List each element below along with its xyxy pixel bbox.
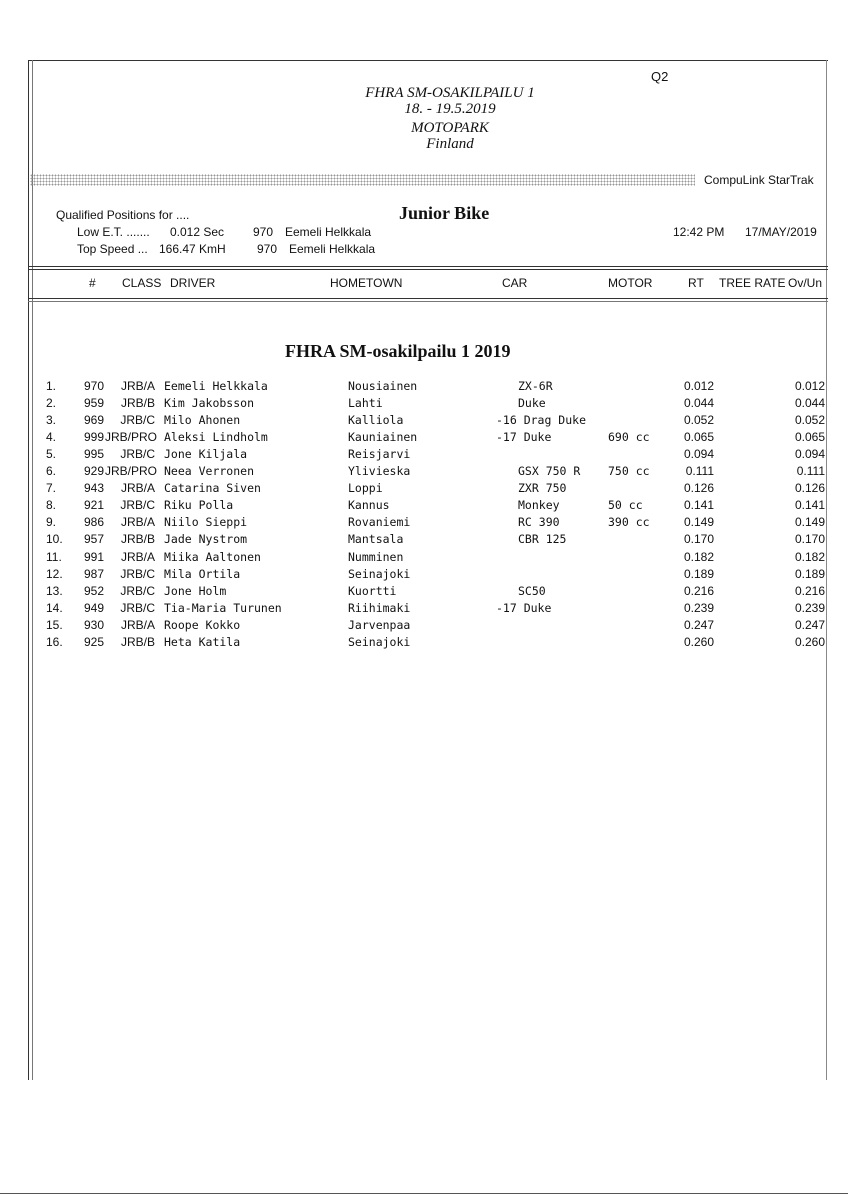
cell-class: JRB/A	[120, 481, 155, 496]
cell-ovun: 0.012	[794, 379, 825, 393]
low-et-label: Low E.T. .......	[77, 225, 150, 239]
cell-hometown: Nousiainen	[348, 379, 418, 393]
col-num: #	[89, 276, 96, 290]
table-row	[0, 498, 848, 515]
col-car: CAR	[502, 276, 528, 290]
cell-ovun: 0.239	[794, 600, 825, 615]
cell-hometown: Kalliola	[348, 413, 404, 428]
cell-number: 969	[83, 413, 104, 428]
cell-rt: 0.094	[683, 447, 714, 462]
cell-hometown: Loppi	[348, 481, 383, 496]
cell-class: JRB/C	[120, 566, 155, 581]
low-et-value: 0.012 Sec	[170, 225, 225, 239]
cell-number: 959	[83, 396, 104, 411]
cell-car: Monkey	[518, 498, 560, 513]
event-venue: MOTOPARK	[411, 120, 489, 136]
event-dates: 18. - 19.5.2019	[404, 101, 496, 117]
cell-number: 925	[83, 634, 104, 649]
qualified-label: Qualified Positions for ....	[56, 208, 190, 222]
cell-ovun: 0.126	[794, 481, 825, 496]
cell-car: -17 Duke	[496, 600, 552, 615]
table-row	[0, 618, 848, 635]
cell-position: 12.	[46, 566, 63, 581]
cell-ovun: 0.182	[794, 549, 825, 564]
cell-ovun: 0.149	[794, 515, 825, 530]
cell-number: 930	[83, 617, 104, 632]
top-border	[28, 60, 828, 61]
col-ovun: Ov/Un	[788, 276, 823, 290]
table-row	[0, 413, 848, 430]
section-title: FHRA SM-osakilpailu 1 2019	[285, 341, 511, 361]
low-et-num: 970	[253, 225, 274, 239]
top-speed-driver: Eemeli Helkkala	[289, 242, 376, 256]
cell-ovun: 0.247	[794, 617, 825, 632]
cell-rt: 0.239	[683, 600, 714, 615]
cell-driver: Mila Ortila	[164, 566, 241, 581]
class-name-title: Junior Bike	[399, 203, 490, 223]
cell-car: GSX 750 R	[518, 464, 581, 479]
cell-ovun: 0.094	[794, 447, 825, 462]
table-row	[0, 379, 848, 396]
cell-number: 999	[83, 430, 104, 445]
cell-driver: Kim Jakobsson	[164, 396, 255, 411]
cell-class: JRB/A	[120, 549, 155, 564]
table-row	[0, 447, 848, 464]
top-speed-label: Top Speed ...	[77, 242, 148, 256]
cell-hometown: Ylivieska	[348, 464, 411, 479]
software-label: CompuLink StarTrak	[704, 173, 814, 187]
cell-car: -16 Drag Duke	[496, 413, 587, 428]
cell-hometown: Rovaniemi	[348, 515, 411, 530]
cell-number: 952	[83, 583, 104, 598]
cell-rt: 0.182	[683, 549, 714, 564]
cell-driver: Roope Kokko	[164, 617, 241, 632]
col-rt: RT	[688, 276, 704, 290]
cell-rt: 0.126	[683, 481, 714, 496]
cell-ovun: 0.141	[794, 498, 825, 513]
cell-class: JRB/C	[120, 498, 155, 513]
table-row	[0, 396, 848, 413]
cell-ovun: 0.216	[794, 583, 825, 598]
cell-class: JRB/C	[120, 600, 155, 615]
cell-rt: 0.065	[683, 430, 714, 445]
dotted-separator	[30, 174, 695, 186]
cell-position: 16.	[46, 634, 63, 649]
cell-number: 943	[83, 481, 104, 496]
cell-class: JRB/A	[120, 617, 155, 632]
cell-class: JRB/PRO	[105, 464, 158, 479]
cell-class: JRB/C	[120, 447, 155, 462]
cell-driver: Jone Holm	[164, 583, 227, 598]
cell-hometown: Mantsala	[348, 532, 404, 547]
cell-driver: Tia-Maria Turunen	[164, 600, 282, 615]
cell-hometown: Kauniainen	[348, 430, 418, 445]
top-speed-value: 166.47 KmH	[159, 242, 226, 256]
cell-position: 15.	[46, 617, 63, 632]
col-motor: MOTOR	[608, 276, 653, 290]
columns-top-rule	[28, 266, 828, 267]
cell-position: 10.	[46, 532, 63, 547]
cell-ovun: 0.260	[794, 634, 825, 649]
cell-hometown: Kannus	[348, 498, 390, 513]
columns-bottom-rule-2	[28, 301, 828, 302]
low-et-driver: Eemeli Helkkala	[285, 225, 372, 239]
cell-number: 986	[83, 515, 104, 530]
table-row	[0, 584, 848, 601]
cell-hometown: Lahti	[348, 396, 383, 411]
cell-position: 5.	[46, 447, 57, 462]
cell-driver: Jade Nystrom	[164, 532, 248, 547]
columns-top-rule-2	[28, 269, 828, 270]
cell-motor: 390 cc	[608, 515, 650, 530]
cell-position: 2.	[46, 396, 57, 411]
cell-rt: 0.260	[683, 634, 714, 649]
cell-rt: 0.052	[683, 413, 714, 428]
table-row	[0, 464, 848, 481]
cell-position: 14.	[46, 600, 63, 615]
cell-class: JRB/B	[120, 532, 155, 547]
cell-position: 11.	[46, 549, 62, 564]
cell-rt: 0.111	[685, 464, 714, 479]
cell-hometown: Riihimaki	[348, 600, 411, 615]
cell-hometown: Reisjarvi	[348, 447, 411, 462]
cell-driver: Aleksi Lindholm	[164, 430, 268, 445]
cell-number: 957	[83, 532, 104, 547]
cell-driver: Riku Polla	[164, 498, 234, 513]
cell-class: JRB/C	[120, 413, 155, 428]
bottom-rule	[0, 1193, 848, 1194]
cell-motor: 50 cc	[608, 498, 643, 513]
cell-class: JRB/A	[120, 515, 155, 530]
table-row	[0, 550, 848, 567]
cell-ovun: 0.065	[794, 430, 825, 445]
cell-class: JRB/C	[120, 583, 155, 598]
cell-number: 929	[83, 464, 104, 479]
cell-driver: Catarina Siven	[164, 481, 261, 496]
cell-hometown: Seinajoki	[348, 566, 411, 581]
cell-car: RC 390	[518, 515, 560, 530]
cell-driver: Eemeli Helkkala	[164, 379, 268, 393]
cell-class: JRB/B	[120, 396, 155, 411]
cell-car: SC50	[518, 583, 546, 598]
columns-bottom-rule	[28, 298, 828, 299]
report-time: 12:42 PM	[673, 225, 725, 239]
cell-number: 949	[83, 600, 104, 615]
cell-position: 8.	[46, 498, 57, 513]
cell-rt: 0.141	[683, 498, 714, 513]
cell-number: 970	[83, 379, 104, 393]
table-row	[0, 481, 848, 498]
event-country: Finland	[426, 136, 474, 152]
cell-car: CBR 125	[518, 532, 567, 547]
event-title: FHRA SM-OSAKILPAILU 1	[365, 85, 535, 101]
cell-hometown: Kuortti	[348, 583, 397, 598]
cell-rt: 0.247	[683, 617, 714, 632]
table-row	[0, 532, 848, 549]
table-row	[0, 635, 848, 652]
cell-car: Duke	[518, 396, 546, 411]
col-class: CLASS	[122, 276, 162, 290]
cell-hometown: Numminen	[348, 549, 404, 564]
cell-car: ZX-6R	[518, 379, 553, 393]
cell-position: 13.	[46, 583, 63, 598]
col-hometown: HOMETOWN	[330, 276, 403, 290]
cell-driver: Jone Kiljala	[164, 447, 248, 462]
qualifier-label: Q2	[651, 69, 669, 84]
col-driver: DRIVER	[170, 276, 216, 290]
cell-ovun: 0.052	[794, 413, 825, 428]
cell-number: 921	[83, 498, 104, 513]
col-tree-rate: TREE RATE	[719, 276, 786, 290]
table-row	[0, 430, 848, 447]
cell-ovun: 0.044	[794, 396, 825, 411]
cell-class: JRB/B	[120, 634, 155, 649]
cell-rt: 0.170	[683, 532, 714, 547]
cell-driver: Heta Katila	[164, 634, 241, 649]
cell-rt: 0.189	[683, 566, 714, 581]
cell-rt: 0.012	[683, 379, 714, 393]
cell-ovun: 0.170	[794, 532, 825, 547]
cell-motor: 690 cc	[608, 430, 650, 445]
cell-hometown: Seinajoki	[348, 634, 411, 649]
cell-ovun: 0.189	[794, 566, 825, 581]
cell-rt: 0.149	[683, 515, 714, 530]
cell-class: JRB/A	[120, 379, 155, 393]
cell-rt: 0.216	[683, 583, 714, 598]
cell-position: 4.	[46, 430, 57, 445]
cell-car: ZXR 750	[518, 481, 567, 496]
cell-position: 7.	[46, 481, 57, 496]
table-row	[0, 567, 848, 584]
cell-driver: Niilo Sieppi	[164, 515, 248, 530]
cell-motor: 750 cc	[608, 464, 650, 479]
cell-class: JRB/PRO	[105, 430, 158, 445]
report-date: 17/MAY/2019	[745, 225, 817, 239]
cell-hometown: Jarvenpaa	[348, 617, 411, 632]
cell-driver: Milo Ahonen	[164, 413, 241, 428]
cell-ovun: 0.111	[796, 464, 825, 479]
cell-position: 1.	[46, 379, 57, 393]
cell-driver: Neea Verronen	[164, 464, 255, 479]
cell-number: 991	[83, 549, 104, 564]
cell-number: 995	[83, 447, 104, 462]
cell-position: 3.	[46, 413, 57, 428]
table-row	[0, 601, 848, 618]
table-row	[0, 515, 848, 532]
cell-rt: 0.044	[683, 396, 714, 411]
cell-number: 987	[83, 566, 104, 581]
top-speed-num: 970	[257, 242, 278, 256]
cell-position: 9.	[46, 515, 57, 530]
cell-car: -17 Duke	[496, 430, 552, 445]
cell-position: 6.	[46, 464, 57, 479]
cell-driver: Miika Aaltonen	[164, 549, 261, 564]
